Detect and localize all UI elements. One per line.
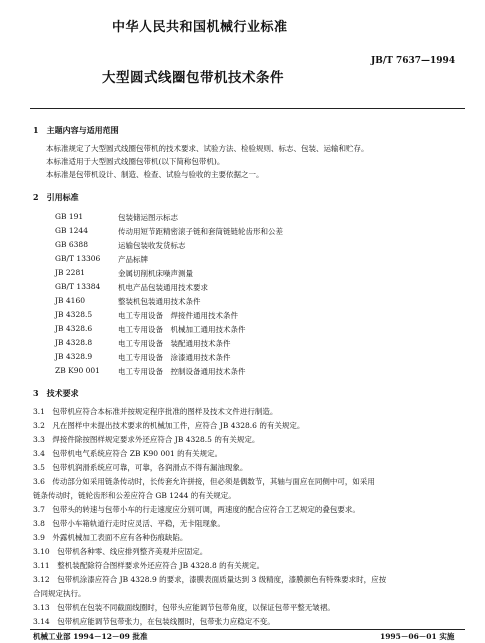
ref-code: GB 191 — [55, 212, 84, 221]
section-2-heading: 2 引用标准 — [33, 192, 79, 202]
section-3-heading: 3 技术要求 — [33, 388, 79, 398]
approval-date: 机械工业部 1994－12－09 批准 — [33, 632, 148, 641]
ref-code: ZB K90 001 — [55, 366, 100, 375]
section-1-para-1: 本标准规定了大型圆式线圈包带机的技术要求、试验方法、检验规则、标志、包装、运输和贮存。 — [46, 144, 369, 153]
ref-title: 产品标牌 — [118, 255, 148, 264]
effective-date: 1995－06－01 实施 — [380, 632, 455, 641]
ref-code: JB 2281 — [55, 268, 85, 277]
ref-title: 电工专用设备 涂漆通用技术条件 — [118, 353, 231, 362]
ref-title: 运输包装收发货标志 — [118, 241, 186, 250]
clause: 3.13 包带机在包装不同截面线圈时，包带头应能调节包带角度，以保证包带平整无皱褶。 — [33, 603, 335, 612]
ref-title: 金属切削机床噪声测量 — [118, 269, 193, 278]
ref-code: JB 4328.9 — [55, 352, 93, 361]
clause-continuation: 链条传动时，链轮齿形和公差应符合 GB 1244 的有关规定。 — [33, 491, 236, 500]
clause: 3.4 包带机电气系统应符合 ZB K90 001 的有关规定。 — [33, 449, 223, 458]
clause: 3.3 焊接件除按图样规定要求外还应符合 JB 4328.5 的有关规定。 — [33, 435, 260, 444]
ref-title: 整装机包装通用技术条件 — [118, 297, 201, 306]
clause: 3.9 外露机械加工表面不应有各种伤痕缺陷。 — [33, 533, 188, 542]
clause: 3.5 包带机润滑系统应可靠，可靠，各润滑点不得有漏油现象。 — [33, 463, 248, 472]
ref-code: JB 4328.5 — [55, 310, 93, 319]
ref-title: 包装储运图示标志 — [118, 213, 178, 222]
ref-code: GB 1244 — [55, 226, 88, 235]
ref-title: 电工专用设备 装配通用技术条件 — [118, 339, 231, 348]
document-title: 大型圆式线圈包带机技术条件 — [102, 70, 284, 86]
ref-code: JB 4328.6 — [55, 324, 93, 333]
clause: 3.14 包带机应能调节包带张力，在包装线圈时，包带张力应稳定不变。 — [33, 617, 275, 626]
clause: 3.7 包带头的转速与包带小车的行走速度应分别可调，两速度的配合应符合工艺规定的叠包要求。 — [33, 505, 360, 514]
clause: 3.2 凡在图样中未提出技术要求的机械加工件，应符合 JB 4328.6 的有关规定。 — [33, 421, 305, 430]
clause: 3.10 包带机各种零、线应排列整齐美观并应固定。 — [33, 547, 208, 556]
ref-title: 电工专用设备 控制设备通用技术条件 — [118, 367, 246, 376]
ref-title: 电工专用设备 机械加工通用技术条件 — [118, 325, 246, 334]
standard-number: JB/T 7637—1994 — [371, 56, 456, 66]
clause: 3.6 传动部分如采用链条传动时，长传套允许拼接，但必须是偶数节，其轴与面应在同侧中可，如采用 — [33, 477, 375, 486]
section-1-heading: 1 主题内容与适用范围 — [33, 125, 119, 135]
ref-title: 电工专用设备 焊接件通用技术条件 — [118, 311, 238, 320]
ref-title: 机电产品包装通用技术要求 — [118, 283, 208, 292]
clause: 3.11 整机装配除符合图样要求外还应符合 JB 4328.8 的有关规定。 — [33, 561, 265, 570]
ref-title: 传动用短节距精密滚子链和套筒链链轮齿形和公差 — [118, 227, 283, 236]
ref-code: GB/T 13384 — [55, 282, 101, 291]
section-1-para-2: 本标准适用于大型圆式线圈包带机(以下简称包带机)。 — [46, 157, 225, 166]
ref-code: GB/T 13306 — [55, 254, 101, 263]
ref-code: JB 4160 — [55, 296, 85, 305]
standard-category-title: 中华人民共和国机械行业标准 — [112, 20, 288, 35]
footer-divider — [30, 629, 465, 630]
clause-continuation: 合同规定执行。 — [33, 589, 86, 598]
ref-code: JB 4328.8 — [55, 338, 93, 347]
ref-code: GB 6388 — [55, 240, 88, 249]
clause: 3.1 包带机应符合本标准并按规定程序批准的图样及技术文件进行制造。 — [33, 407, 278, 416]
section-1-para-3: 本标准是包带机设计、制造、检查、试验与验收的主要依据之一。 — [46, 170, 264, 179]
header-divider — [30, 108, 465, 109]
clause: 3.8 包带小车箱轨道行走时应灵活、平稳，无卡阻现象。 — [33, 519, 225, 528]
clause: 3.12 包带机涂漆应符合 JB 4328.9 的要求，漆膜表面质量达到 3 级精度，漆膜颜色有特殊要求时，应按 — [33, 575, 387, 584]
